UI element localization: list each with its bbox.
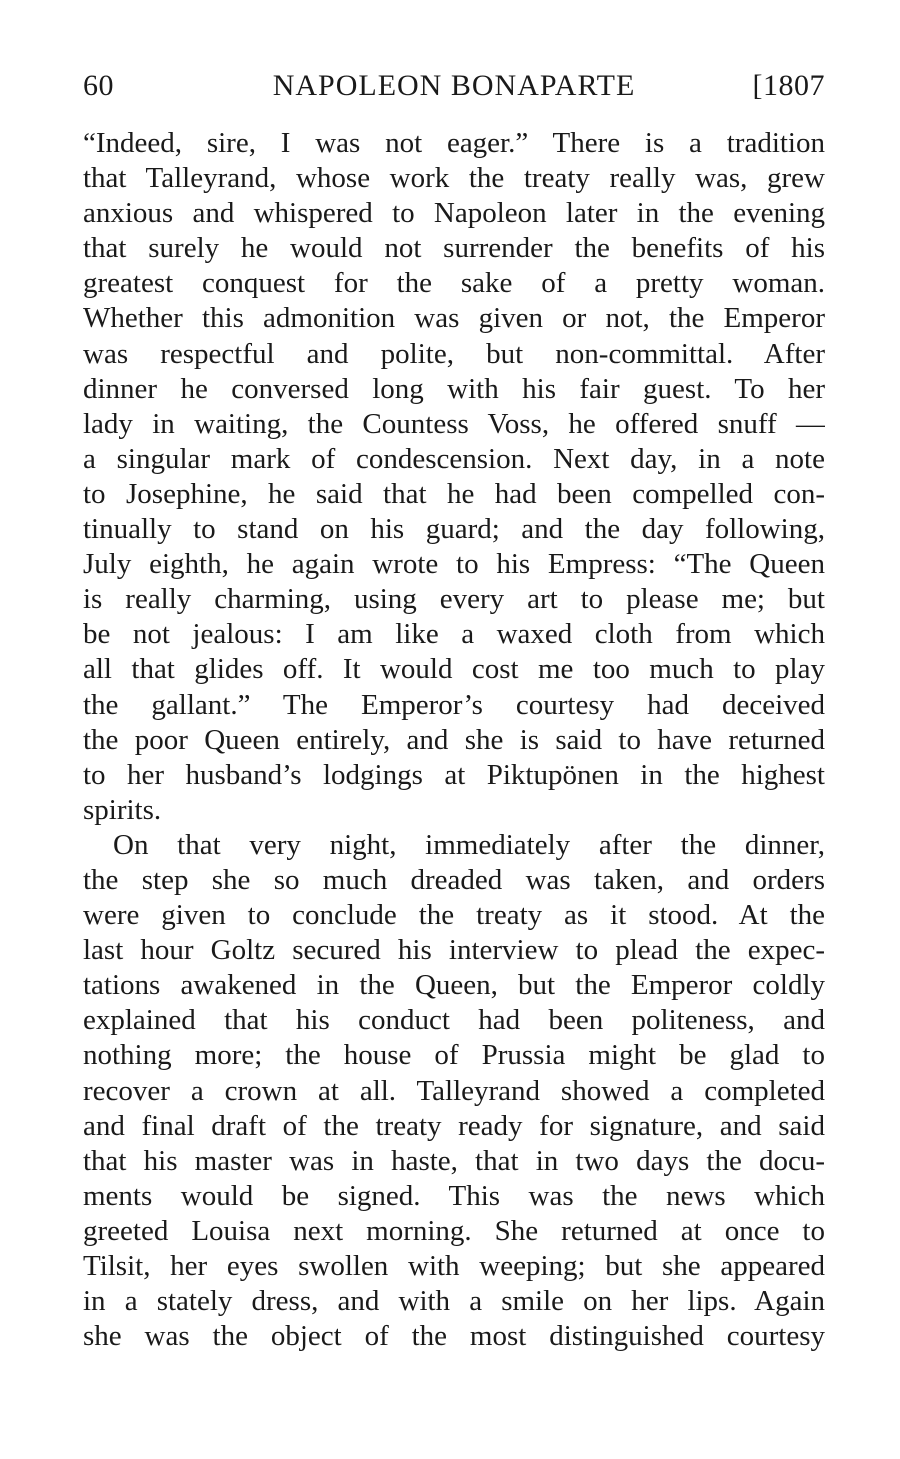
text-line: to Josephine, he said that he had been compelled con- — [83, 477, 825, 510]
text-line: tations awakened in the Queen, but the Emperor coldly — [83, 969, 825, 1002]
text-line: the step she so much dreaded was taken, and orders — [83, 863, 825, 896]
text-line: be not jealous: I am like a waxed cloth from which — [83, 618, 825, 651]
text-line: in a stately dress, and with a smile on her lips. Again — [83, 1285, 825, 1318]
text-line: greeted Louisa next morning. She returned at once to — [83, 1214, 825, 1247]
body-text — [83, 126, 825, 1354]
text-line: to her husband’s lodgings at Piktupönen in the highest — [83, 758, 825, 791]
text-line: that surely he would not surrender the benefits of his — [83, 232, 825, 265]
text-line: last hour Goltz secured his interview to plead the expec- — [83, 934, 825, 967]
text-line: all that glides off. It would cost me too much to play — [83, 653, 825, 686]
year-marker: [1807 — [752, 69, 825, 102]
text-line: “Indeed, sire, I was not eager.” There is a tradition — [83, 127, 825, 159]
running-head — [83, 66, 825, 106]
text-line: anxious and whispered to Napoleon later in the evening — [83, 197, 825, 230]
paragraph-end-line: spirits. — [83, 793, 162, 826]
page-number: 60 — [83, 69, 114, 102]
text-line: tinually to stand on his guard; and the day following, — [83, 513, 825, 546]
text-line: greatest conquest for the sake of a pretty woman. — [83, 267, 825, 300]
text-line: that his master was in haste, that in two days the docu- — [83, 1144, 825, 1177]
text-line: and final draft of the treaty ready for signature, and said — [83, 1109, 825, 1142]
text-line: were given to conclude the treaty as it stood. At the — [83, 899, 825, 932]
text-line: recover a crown at all. Talleyrand showed a completed — [83, 1074, 825, 1107]
text-line: Whether this admonition was given or not, the Emperor — [83, 302, 825, 335]
text-line: is really charming, using every art to please me; but — [83, 583, 825, 616]
book-title: NAPOLEON BONAPARTE — [272, 69, 636, 102]
paragraph-start-line: On that very night, immediately after the dinner, — [113, 828, 825, 861]
text-line: July eighth, he again wrote to his Empress: “The Queen — [83, 548, 825, 581]
text-line: the gallant.” The Emperor’s courtesy had deceived — [83, 688, 825, 721]
text-line: she was the object of the most distinguished courtesy — [83, 1320, 825, 1353]
text-line: Tilsit, her eyes swollen with weeping; but she appeared — [83, 1250, 825, 1282]
text-line: explained that his conduct had been politeness, and — [83, 1004, 825, 1037]
text-line: ments would be signed. This was the news which — [83, 1179, 825, 1212]
text-line: a singular mark of condescension. Next day, in a note — [83, 442, 825, 475]
text-line: the poor Queen entirely, and she is said to have returned — [83, 723, 825, 756]
text-line: nothing more; the house of Prussia might be glad to — [83, 1039, 825, 1072]
text-line: lady in waiting, the Countess Voss, he offered snuff — — [83, 407, 825, 440]
text-line: dinner he conversed long with his fair guest. To her — [83, 372, 825, 405]
text-line: was respectful and polite, but non-committal. After — [83, 337, 825, 370]
text-line: that Talleyrand, whose work the treaty really was, grew — [83, 162, 825, 195]
